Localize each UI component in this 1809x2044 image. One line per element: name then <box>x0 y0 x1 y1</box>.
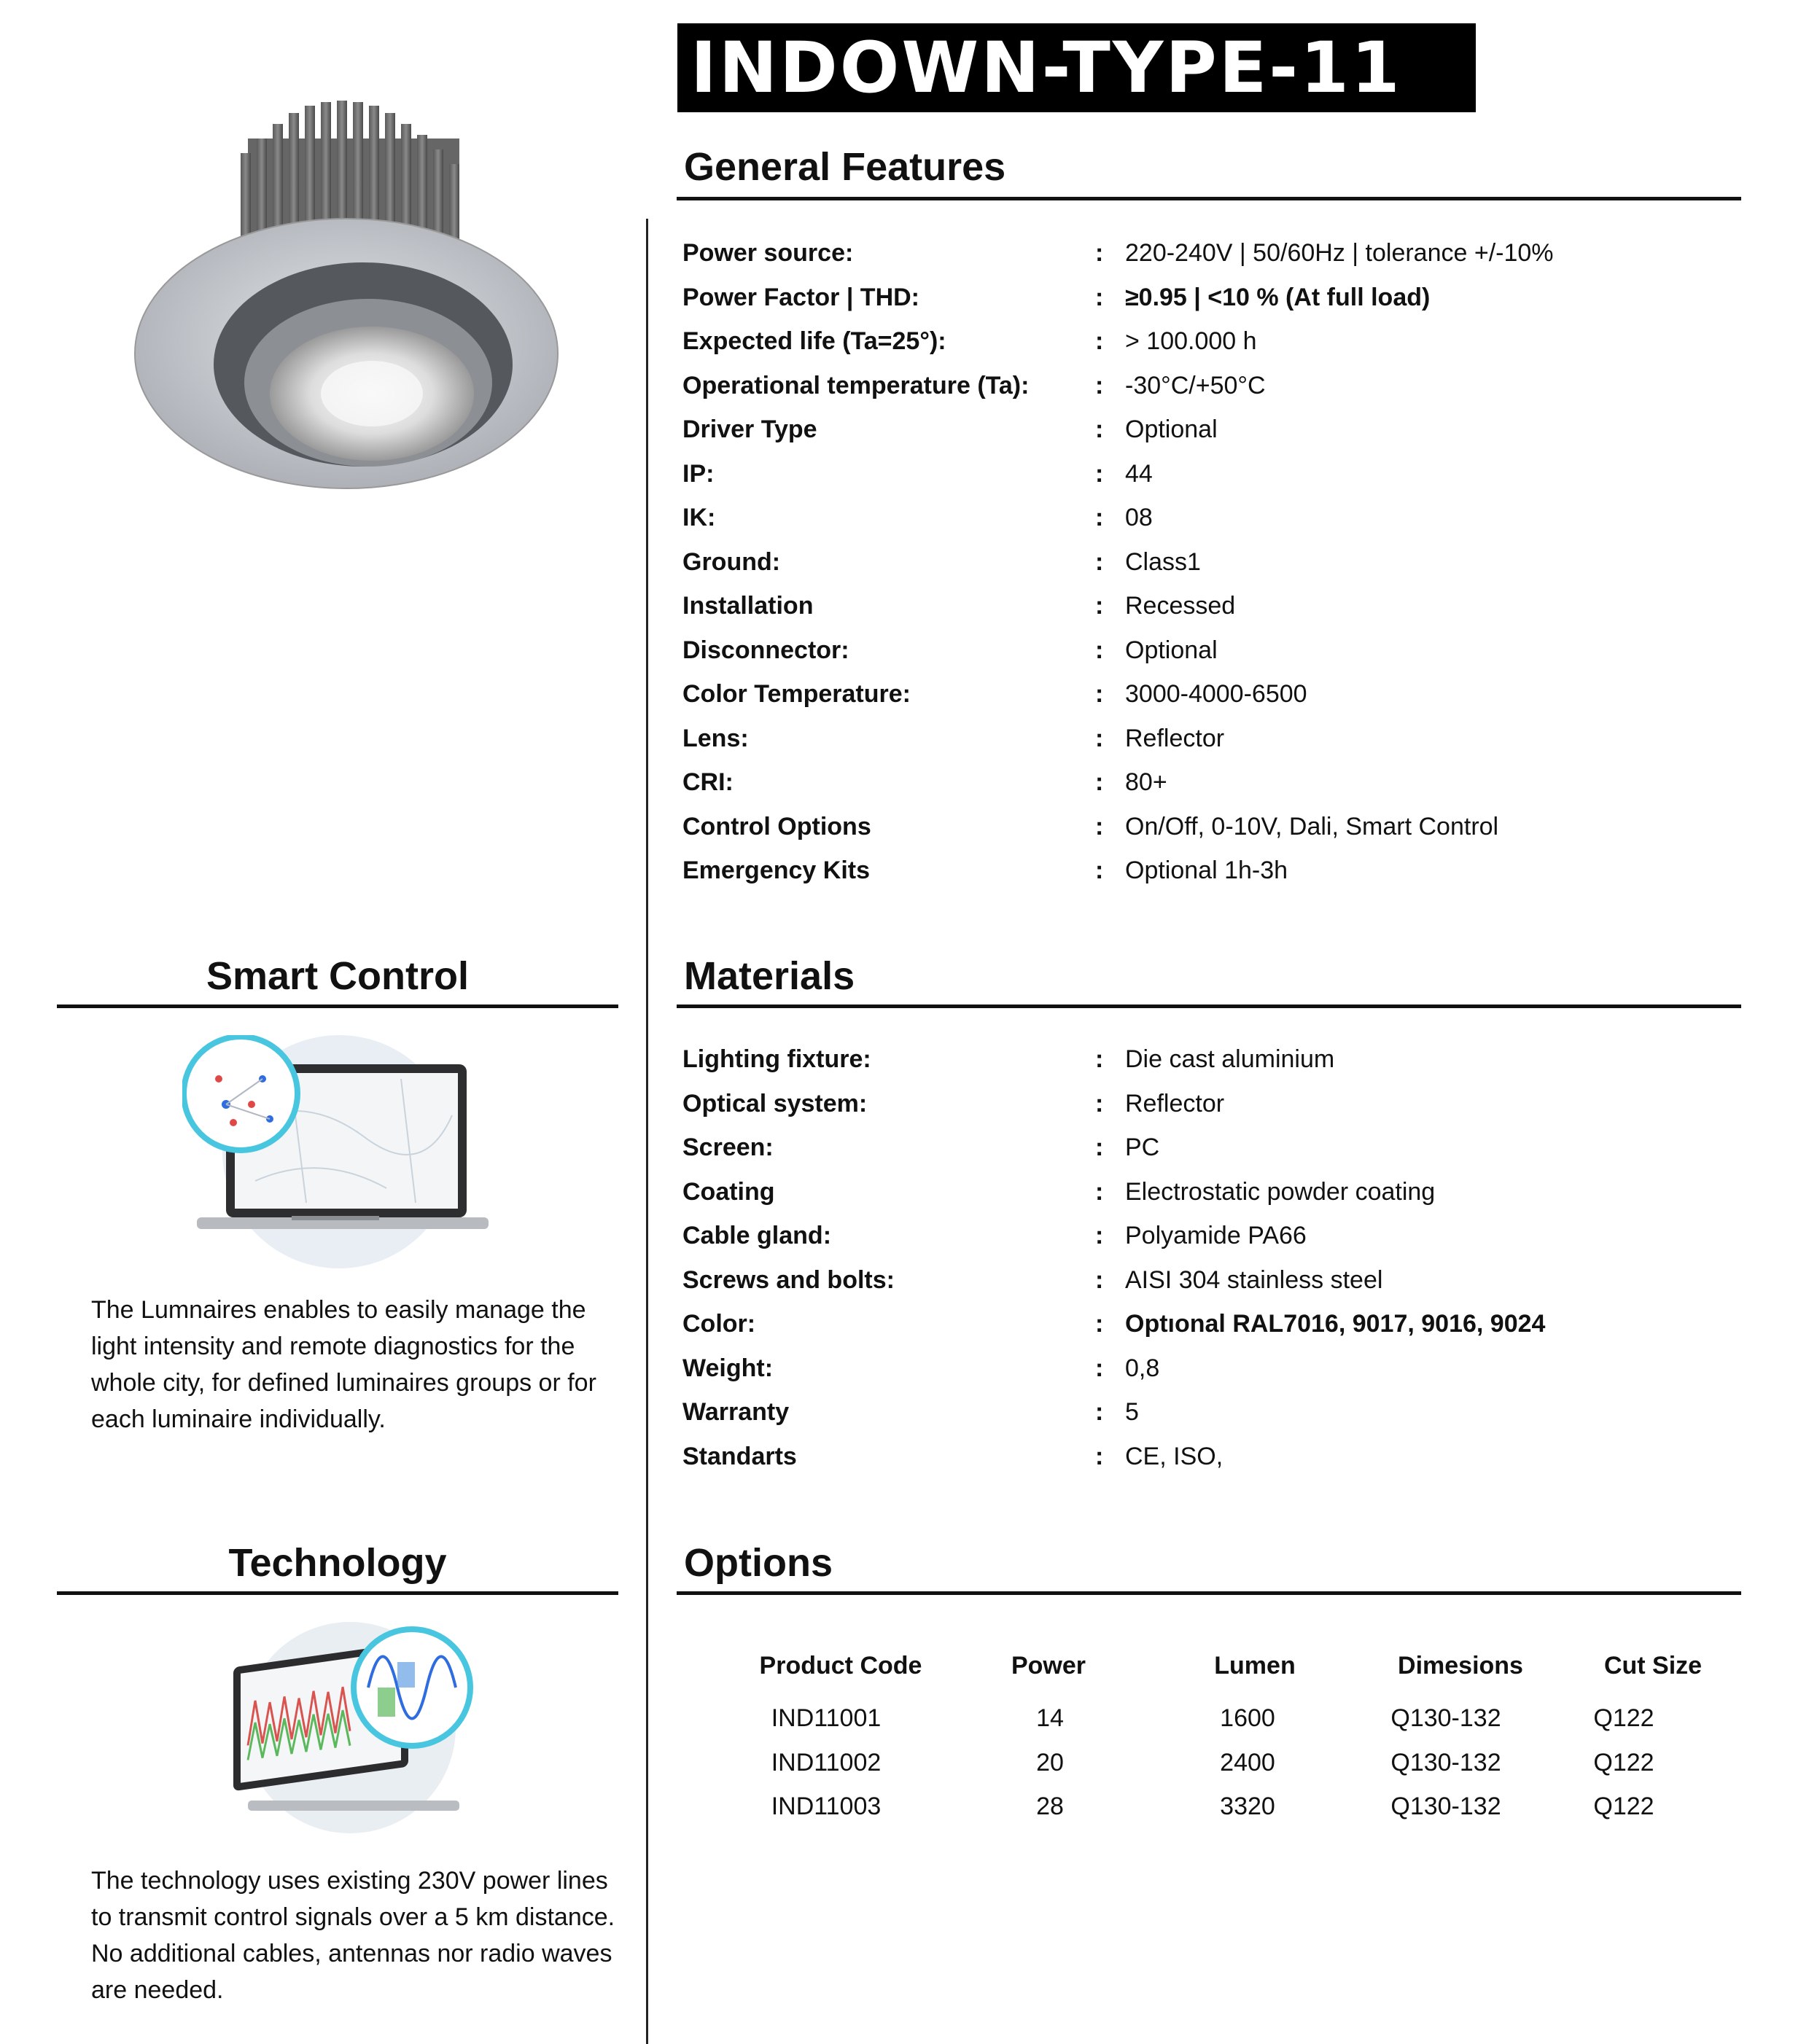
options-table-cell: 1600 <box>1220 1704 1275 1732</box>
general-feature-colon: : <box>1095 768 1104 796</box>
general-feature-label: Driver Type <box>682 416 817 443</box>
options-column-header: Lumen <box>1214 1652 1296 1680</box>
options-table-cell: 2400 <box>1220 1748 1275 1776</box>
material-label: Weight: <box>682 1354 774 1382</box>
general-feature-colon: : <box>1095 459 1104 488</box>
material-value: CE, ISO, <box>1125 1442 1223 1470</box>
options-column-header: Cut Size <box>1603 1652 1703 1680</box>
general-feature-colon: : <box>1095 283 1104 311</box>
material-row <box>682 1170 1740 1214</box>
general-feature-colon: : <box>1095 680 1104 708</box>
general-features-rule <box>677 197 1741 200</box>
general-feature-colon: : <box>1095 592 1104 620</box>
general-feature-colon: : <box>1095 327 1104 355</box>
material-value: AISI 304 stainless steel <box>1125 1265 1383 1294</box>
technology-text: The technology uses existing 230V power lines to transmit control signals over a 5 km distance. No additional cables, antennas nor radio waves are needed. <box>91 1867 615 2004</box>
general-feature-row <box>682 760 1740 804</box>
general-features-heading: General Features <box>684 145 1006 189</box>
material-label: Screen: <box>682 1134 774 1161</box>
material-label: Lighting fixture: <box>682 1045 871 1073</box>
material-colon: : <box>1095 1442 1104 1470</box>
options-rule <box>677 1591 1741 1595</box>
material-value: Optıonal RAL7016, 9017, 9016, 9024 <box>1125 1310 1546 1338</box>
general-feature-label: Operational temperature (Ta): <box>682 371 1030 399</box>
options-table-cell: 20 <box>1036 1748 1064 1776</box>
general-feature-row <box>682 364 1740 407</box>
general-feature-value: 08 <box>1125 504 1153 531</box>
general-feature-colon: : <box>1095 857 1104 884</box>
material-label: Screws and bolts: <box>682 1265 895 1294</box>
general-feature-label: Power source: <box>682 239 854 267</box>
material-label: Color: <box>682 1310 756 1338</box>
general-feature-value: -30°C/+50°C <box>1125 371 1266 399</box>
general-feature-label: Control Options <box>682 812 871 840</box>
material-row <box>682 1390 1740 1434</box>
general-feature-label: Installation <box>682 592 814 620</box>
general-feature-label: Expected life (Ta=25°): <box>682 327 946 355</box>
general-feature-row <box>682 672 1740 716</box>
smart-control-rule <box>57 1005 618 1008</box>
options-table-cell: 28 <box>1036 1793 1064 1820</box>
general-feature-colon: : <box>1095 371 1104 399</box>
general-feature-value: Optional 1h-3h <box>1125 857 1288 884</box>
general-feature-label: Power Factor | THD: <box>682 283 919 311</box>
general-feature-colon: : <box>1095 416 1104 443</box>
options-table-cell: Q130-132 <box>1390 1793 1501 1820</box>
materials-rule <box>677 1005 1741 1008</box>
material-colon: : <box>1095 1310 1104 1338</box>
general-feature-colon: : <box>1095 547 1104 576</box>
general-feature-colon: : <box>1095 724 1104 752</box>
general-feature-value: 3000-4000-6500 <box>1125 680 1307 708</box>
general-feature-row <box>682 584 1740 628</box>
general-feature-value: 44 <box>1125 459 1153 488</box>
material-value: Electrostatic powder coating <box>1125 1177 1436 1206</box>
general-feature-label: Disconnector: <box>682 636 849 664</box>
options-column-header: Product Code <box>759 1652 922 1680</box>
material-row <box>682 1037 1740 1081</box>
material-label: Cable gland: <box>682 1222 832 1249</box>
general-feature-row <box>682 496 1740 539</box>
product-title: INDOWN-TYPE-11 <box>677 23 1476 112</box>
material-value: Polyamide PA66 <box>1125 1222 1307 1249</box>
general-feature-label: IK: <box>682 504 716 531</box>
general-feature-value: Optional <box>1125 416 1218 443</box>
material-label: Standarts <box>682 1442 797 1470</box>
general-feature-label: Color Temperature: <box>682 680 911 708</box>
material-colon: : <box>1095 1177 1104 1206</box>
options-table-cell: 14 <box>1036 1704 1064 1732</box>
technology-rule <box>57 1591 618 1595</box>
material-row <box>682 1214 1740 1257</box>
material-row <box>682 1435 1740 1478</box>
general-feature-label: Ground: <box>682 547 781 576</box>
general-feature-row <box>682 452 1740 496</box>
general-feature-row <box>682 319 1740 363</box>
material-colon: : <box>1095 1398 1104 1426</box>
material-label: Optical system: <box>682 1089 868 1117</box>
general-feature-value: > 100.000 h <box>1125 327 1257 355</box>
general-feature-label: Lens: <box>682 724 749 752</box>
options-table-cell: IND11001 <box>771 1704 882 1732</box>
general-feature-colon: : <box>1095 504 1104 531</box>
material-value: Reflector <box>1125 1089 1225 1117</box>
technology-laptop-image <box>219 1618 481 1837</box>
material-colon: : <box>1095 1354 1104 1382</box>
options-table-cell: Q122 <box>1593 1748 1654 1776</box>
general-feature-value: On/Off, 0-10V, Dali, Smart Control <box>1125 812 1499 840</box>
general-feature-row <box>682 231 1740 275</box>
material-colon: : <box>1095 1089 1104 1117</box>
material-label: Coating <box>682 1177 775 1206</box>
general-feature-row <box>682 849 1740 892</box>
general-feature-value: 220-240V | 50/60Hz | tolerance +/-10% <box>1125 239 1554 267</box>
general-feature-colon: : <box>1095 239 1104 267</box>
technology-heading: Technology <box>228 1541 447 1585</box>
general-feature-row <box>682 628 1740 672</box>
general-feature-row <box>682 407 1740 451</box>
material-row <box>682 1082 1740 1126</box>
general-feature-row <box>682 805 1740 849</box>
options-table-cell: Q122 <box>1593 1793 1654 1820</box>
material-colon: : <box>1095 1222 1104 1249</box>
smart-control-heading: Smart Control <box>206 954 470 998</box>
general-feature-row <box>682 540 1740 584</box>
options-table-cell: Q130-132 <box>1390 1704 1501 1732</box>
material-label: Warranty <box>682 1398 790 1426</box>
general-feature-label: CRI: <box>682 768 734 796</box>
options-column-header: Power <box>1011 1652 1086 1680</box>
material-row <box>682 1302 1740 1346</box>
general-feature-colon: : <box>1095 812 1104 840</box>
material-row <box>682 1346 1740 1390</box>
options-table-cell: IND11003 <box>771 1793 882 1820</box>
general-feature-label: IP: <box>682 459 715 488</box>
material-row <box>682 1126 1740 1169</box>
material-value: PC <box>1125 1134 1160 1161</box>
general-feature-row <box>682 717 1740 760</box>
general-feature-row <box>682 276 1740 319</box>
material-value: Die cast aluminium <box>1125 1045 1335 1073</box>
options-table-cell: IND11002 <box>771 1748 882 1776</box>
material-value: 5 <box>1125 1398 1139 1426</box>
options-heading: Options <box>684 1541 833 1585</box>
downlight-product-image <box>131 95 569 503</box>
options-table-cell: 3320 <box>1220 1793 1275 1820</box>
material-colon: : <box>1095 1265 1104 1294</box>
material-value: 0,8 <box>1125 1354 1160 1382</box>
material-colon: : <box>1095 1045 1104 1073</box>
general-feature-colon: : <box>1095 636 1104 664</box>
general-feature-value: Recessed <box>1125 592 1236 620</box>
smart-control-text: The Lumnaires enables to easily manage the light intensity and remote diagnostics for the whole city, for defined luminaires groups or for each luminaire individually. <box>91 1296 596 1433</box>
options-table-cell: Q130-132 <box>1390 1748 1501 1776</box>
options-table-cell: Q122 <box>1593 1704 1654 1732</box>
smart-control-laptop-image <box>182 1035 489 1276</box>
material-colon: : <box>1095 1134 1104 1161</box>
general-feature-value: Reflector <box>1125 724 1225 752</box>
material-row <box>682 1258 1740 1302</box>
options-column-header: Dimesions <box>1398 1652 1523 1680</box>
general-feature-value: Optional <box>1125 636 1218 664</box>
general-feature-label: Emergency Kits <box>682 857 870 884</box>
general-feature-value: Class1 <box>1125 547 1201 576</box>
materials-heading: Materials <box>684 954 855 998</box>
general-feature-value: ≥0.95 | <10 % (At full load) <box>1125 283 1431 311</box>
general-feature-value: 80+ <box>1125 768 1167 796</box>
column-divider <box>646 219 648 2044</box>
